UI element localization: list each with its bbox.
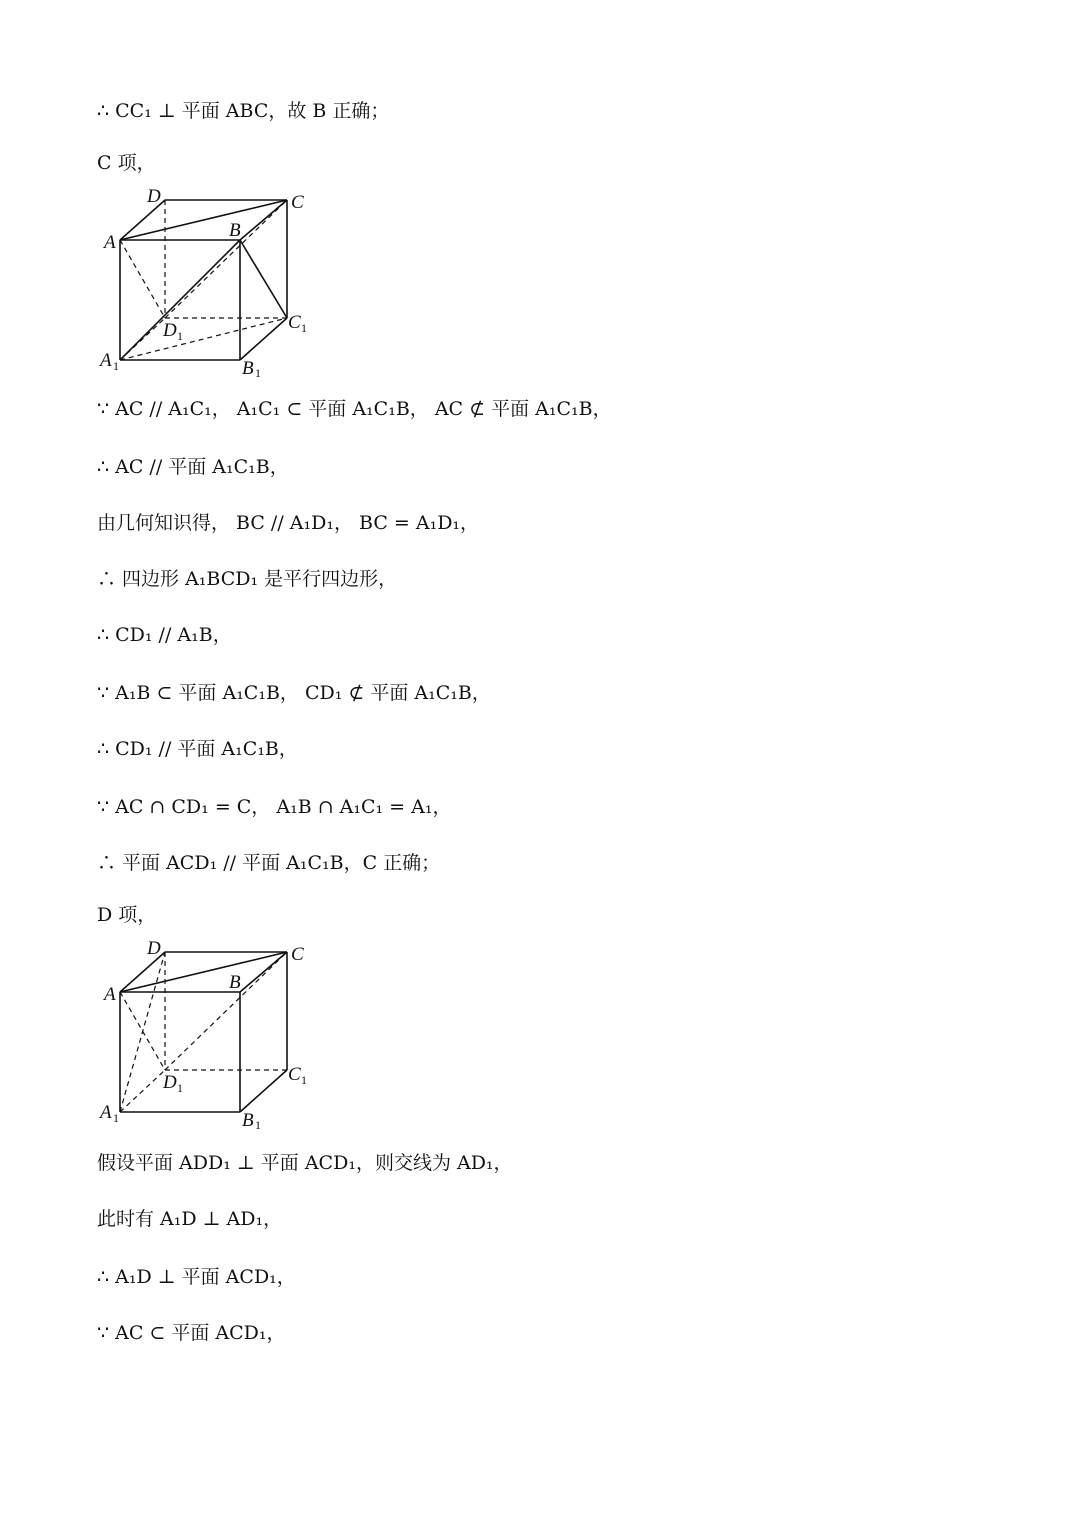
cube-figure-d: [95, 940, 325, 1130]
line-bc-a1d1: 由几何知识得， BC // A₁D₁， BC = A₁D₁，: [97, 512, 480, 534]
line-assume-perp: 假设平面 ADD₁ ⊥ 平面 ACD₁，则交线为 AD₁，: [97, 1152, 513, 1174]
line-cd1-a1b: ∴ CD₁ // A₁B，: [97, 624, 232, 646]
line-ac-parallel: ∵ AC // A₁C₁， A₁C₁ ⊂ 平面 A₁C₁B， AC ⊄ 平面 A₁C₁B，: [97, 398, 612, 420]
label-a1-sub: 1: [113, 1111, 119, 1125]
line-cc1-perp: ∴ CC₁ ⊥ 平面 ABC，故 B 正确；: [97, 100, 390, 122]
label-c: C: [291, 944, 304, 965]
cube-diagram-c: [95, 188, 325, 378]
line-planes-parallel: ∴ 平面 ACD₁ // 平面 A₁C₁B，C 正确；: [97, 852, 441, 874]
label-b1-sub: 1: [255, 1118, 261, 1130]
line-intersections: ∵ AC ∩ CD₁ = C， A₁B ∩ A₁C₁ = A₁，: [97, 796, 452, 818]
line-ac-plane: ∴ AC // 平面 A₁C₁B，: [97, 456, 289, 478]
label-c1: C: [288, 1064, 301, 1085]
label-d1-sub: 1: [177, 329, 183, 343]
label-c: C: [291, 192, 304, 213]
label-c1: C: [288, 312, 301, 333]
label-d: D: [147, 188, 161, 207]
label-b: B: [229, 972, 241, 993]
label-a: A: [104, 984, 116, 1005]
label-d1: D: [163, 320, 177, 341]
label-c1-sub: 1: [301, 1073, 307, 1087]
cube-diagram-d: [95, 940, 325, 1130]
line-a1b-subset: ∵ A₁B ⊂ 平面 A₁C₁B， CD₁ ⊄ 平面 A₁C₁B，: [97, 682, 491, 704]
label-c1-sub: 1: [301, 321, 307, 335]
label-b1: B: [242, 358, 254, 378]
label-d1: D: [163, 1072, 177, 1093]
label-d1-sub: 1: [177, 1081, 183, 1095]
line-a1d-plane: ∴ A₁D ⊥ 平面 ACD₁，: [97, 1266, 296, 1288]
line-ac-subset: ∵ AC ⊂ 平面 ACD₁，: [97, 1322, 286, 1344]
label-b1: B: [242, 1110, 254, 1130]
label-a1: A: [100, 350, 112, 371]
line-cd1-plane: ∴ CD₁ // 平面 A₁C₁B，: [97, 738, 298, 760]
label-a1-sub: 1: [113, 359, 119, 373]
label-b: B: [229, 220, 241, 241]
label-b1-sub: 1: [255, 366, 261, 378]
label-a1: A: [100, 1102, 112, 1123]
label-a: A: [104, 232, 116, 253]
line-a1d-perp: 此时有 A₁D ⊥ AD₁，: [97, 1208, 283, 1230]
cube-figure-c: [95, 188, 325, 378]
line-parallelogram: ∴ 四边形 A₁BCD₁ 是平行四边形，: [97, 568, 398, 590]
line-c-item: C 项，: [97, 152, 156, 174]
label-d: D: [147, 940, 161, 959]
line-d-item: D 项，: [97, 904, 157, 926]
